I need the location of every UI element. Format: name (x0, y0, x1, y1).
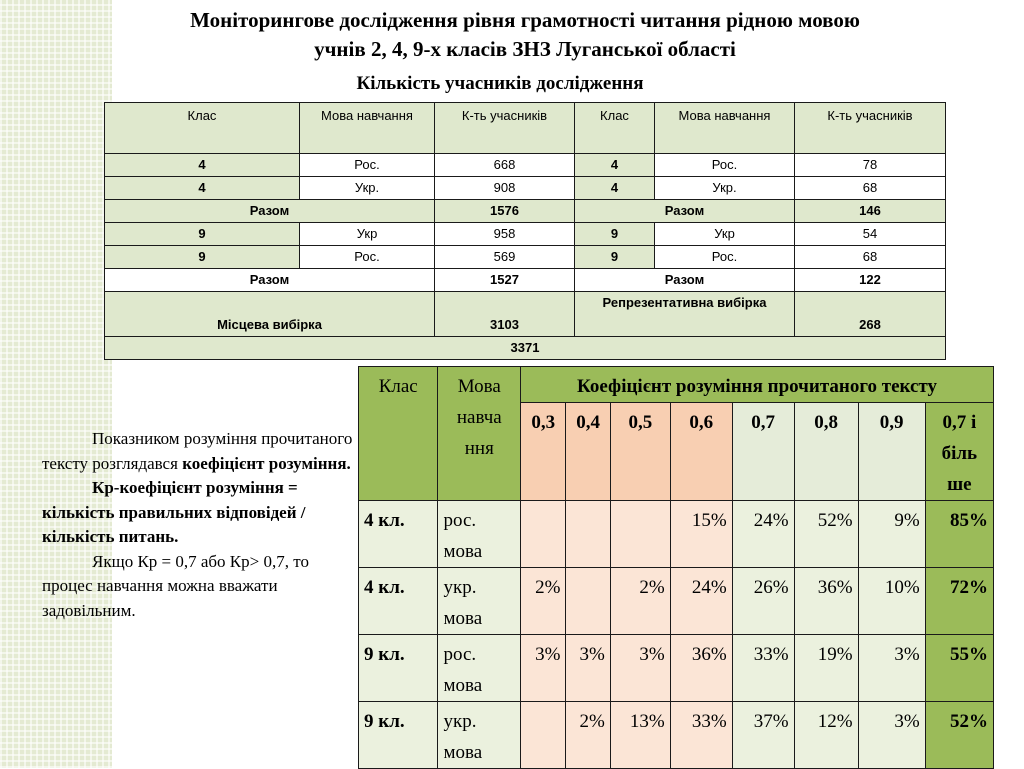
header-cell: Клас (105, 103, 300, 154)
class-cell: 9 (105, 246, 300, 269)
total-value: 146 (795, 200, 946, 223)
table-row (359, 702, 994, 769)
row-lang: рос. мова (438, 501, 521, 568)
local-sample-label: Місцева вибірка (105, 292, 435, 337)
header-cell: К-ть учасників (795, 103, 946, 154)
level-header: 0,4 (566, 403, 610, 501)
value-cell: 26% (732, 568, 794, 635)
section-subtitle: Кількість учасників дослідження (356, 73, 644, 94)
level-header: 0,3 (521, 403, 566, 501)
total-label: Разом (105, 269, 435, 292)
rep-sample-label: Репрезентативна вибірка (575, 292, 795, 337)
level-header: 0,5 (610, 403, 670, 501)
value-cell: 3% (521, 635, 566, 702)
value-cell (610, 501, 670, 568)
value-cell: 37% (732, 702, 794, 769)
value-cell (521, 501, 566, 568)
value-cell: 2% (566, 702, 610, 769)
lang-cell: Укр. (655, 177, 795, 200)
value-cell (566, 501, 610, 568)
value-cell: 24% (670, 568, 732, 635)
participants-table (104, 102, 946, 360)
level-header-total: 0,7 і біль ше (925, 403, 993, 501)
total-value: 1576 (435, 200, 575, 223)
table-row (105, 246, 946, 269)
value-cell: 3% (610, 635, 670, 702)
level-header: 0,9 (858, 403, 925, 501)
total-cell: 72% (925, 568, 993, 635)
value-cell: 12% (794, 702, 858, 769)
explanation-p1-bold: коефіцієнт розуміння. (182, 453, 351, 473)
value-cell: 10% (858, 568, 925, 635)
level-header: 0,8 (794, 403, 858, 501)
value-cell: 13% (610, 702, 670, 769)
count-cell: 68 (795, 246, 946, 269)
row-lang: укр. мова (438, 568, 521, 635)
participants-header-row (105, 103, 946, 154)
lang-cell: Рос. (300, 154, 435, 177)
total-label: Разом (575, 200, 795, 223)
sample-row (105, 292, 946, 337)
count-cell: 68 (795, 177, 946, 200)
lang-cell: Рос. (655, 246, 795, 269)
row-lang: укр. мова (438, 702, 521, 769)
class-cell: 4 (575, 177, 655, 200)
count-cell: 668 (435, 154, 575, 177)
row-class: 9 кл. (359, 635, 438, 702)
value-cell: 3% (566, 635, 610, 702)
value-cell: 9% (858, 501, 925, 568)
value-cell: 33% (732, 635, 794, 702)
value-cell: 3% (858, 635, 925, 702)
local-sample-value: 3103 (435, 292, 575, 337)
header-cell: Клас (575, 103, 655, 154)
count-cell: 569 (435, 246, 575, 269)
count-cell: 78 (795, 154, 946, 177)
count-cell: 958 (435, 223, 575, 246)
total-value: 122 (795, 269, 946, 292)
total-cell: 52% (925, 702, 993, 769)
class-cell: 4 (105, 177, 300, 200)
value-cell: 15% (670, 501, 732, 568)
row-lang: рос. мова (438, 635, 521, 702)
explanation-paragraph-2: Кр-коефіцієнт розуміння = кількість правильних відповідей / кількість питань. (42, 478, 306, 546)
total-label: Разом (575, 269, 795, 292)
col-lang-header: Мова навча ння (438, 367, 521, 501)
table-row (359, 501, 994, 568)
class-cell: 9 (105, 223, 300, 246)
value-cell: 19% (794, 635, 858, 702)
explanation-paragraph-1 (42, 427, 360, 476)
decorative-side-stripe (0, 0, 112, 768)
rep-sample-value: 268 (795, 292, 946, 337)
level-header: 0,6 (670, 403, 732, 501)
lang-cell: Укр. (300, 177, 435, 200)
total-cell: 55% (925, 635, 993, 702)
title-line-2: учнів 2, 4, 9-х класів ЗНЗ Луганської області (314, 37, 736, 61)
lang-cell: Рос. (655, 154, 795, 177)
level-header: 0,7 (732, 403, 794, 501)
grand-total: 3371 (105, 337, 946, 360)
explanation-paragraph-3: Якщо Кр = 0,7 або Кр> 0,7, то процес навчання можна вважати задовільним. (42, 551, 309, 620)
header-cell: Мова навчання (655, 103, 795, 154)
header-cell: К-ть учасників (435, 103, 575, 154)
table-row (359, 635, 994, 702)
class-cell: 9 (575, 246, 655, 269)
class-cell: 4 (575, 154, 655, 177)
explanation-text (42, 427, 360, 623)
coef-group-header: Коефіцієнт розуміння прочитаного тексту (521, 367, 994, 403)
value-cell: 52% (794, 501, 858, 568)
value-cell (521, 702, 566, 769)
table-row (105, 177, 946, 200)
total-row (105, 200, 946, 223)
class-cell: 4 (105, 154, 300, 177)
table-row (105, 154, 946, 177)
value-cell (566, 568, 610, 635)
table-row (105, 223, 946, 246)
coef-header-row (359, 367, 994, 403)
total-cell: 85% (925, 501, 993, 568)
value-cell: 2% (521, 568, 566, 635)
total-row (105, 269, 946, 292)
class-cell: 9 (575, 223, 655, 246)
count-cell: 908 (435, 177, 575, 200)
header-cell: Мова навчання (300, 103, 435, 154)
value-cell: 36% (670, 635, 732, 702)
explanation-p1-text: Показником розуміння прочитаного тексту розглядався (42, 429, 353, 473)
count-cell: 54 (795, 223, 946, 246)
lang-cell: Укр (300, 223, 435, 246)
value-cell: 33% (670, 702, 732, 769)
total-value: 1527 (435, 269, 575, 292)
coefficient-table (358, 366, 994, 769)
total-label: Разом (105, 200, 435, 223)
row-class: 4 кл. (359, 501, 438, 568)
row-class: 9 кл. (359, 702, 438, 769)
lang-cell: Укр (655, 223, 795, 246)
value-cell: 2% (610, 568, 670, 635)
lang-cell: Рос. (300, 246, 435, 269)
col-class-header: Клас (359, 367, 438, 501)
grand-total-row (105, 337, 946, 360)
value-cell: 36% (794, 568, 858, 635)
value-cell: 3% (858, 702, 925, 769)
title-line-1: Моніторингове дослідження рівня грамотності читання рідною мовою (190, 8, 860, 32)
page-title (100, 6, 950, 64)
row-class: 4 кл. (359, 568, 438, 635)
value-cell: 24% (732, 501, 794, 568)
table-row (359, 568, 994, 635)
